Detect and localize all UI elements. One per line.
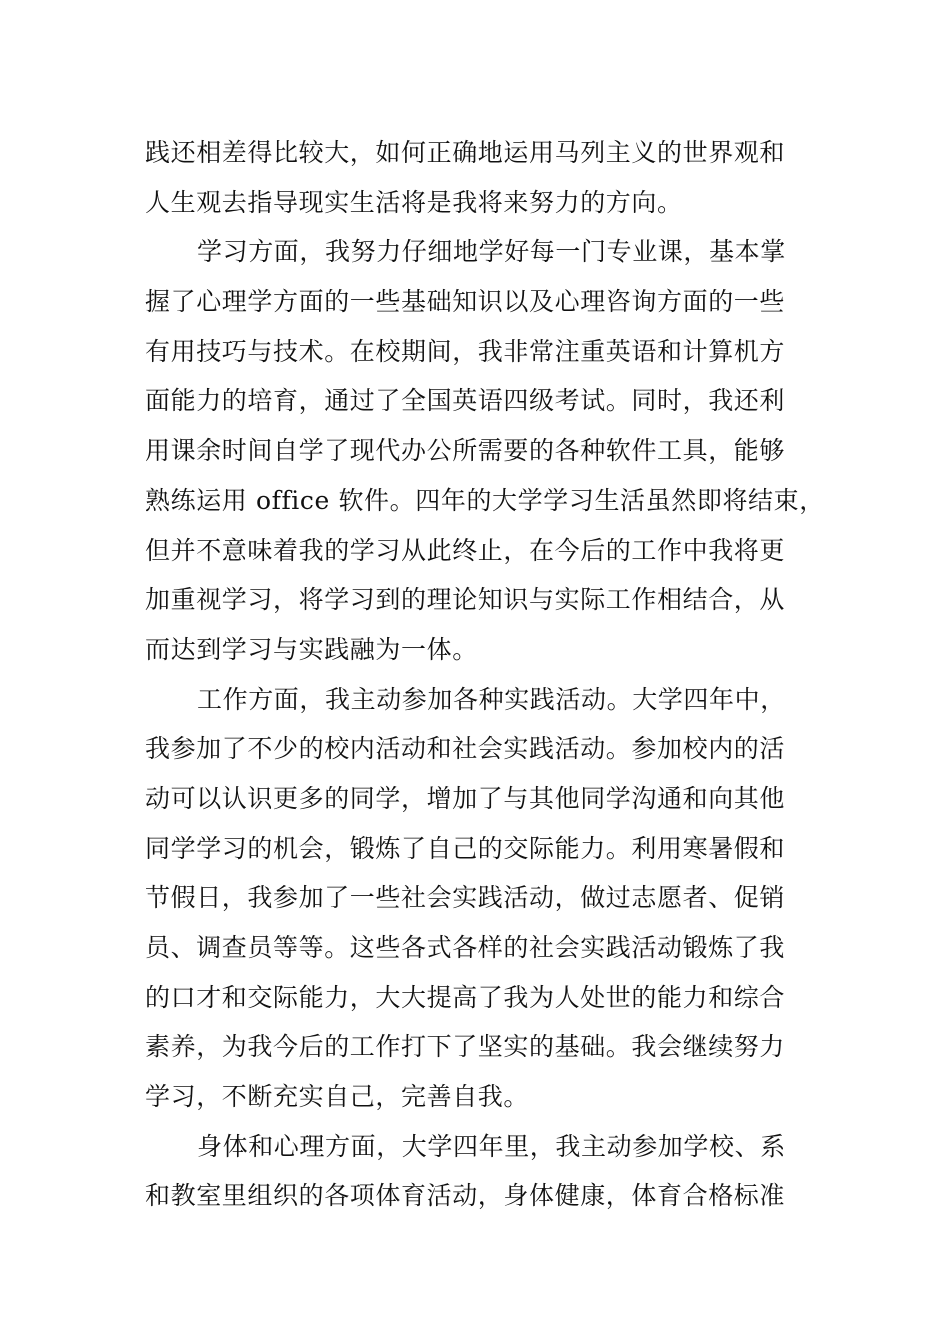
text-line: 用课余时间自学了现代办公所需要的各种软件工具，能够: [145, 436, 786, 466]
text-line: 面能力的培育，通过了全国英语四级考试。同时，我还利: [145, 386, 786, 416]
text-line: 有用技巧与技术。在校期间，我非常注重英语和计算机方: [145, 336, 786, 366]
text-line: 动可以认识更多的同学，增加了与其他同学沟通和向其他: [145, 783, 786, 813]
text-line: 加重视学习，将学习到的理论知识与实际工作相结合，从: [145, 585, 786, 615]
text-line: 践还相差得比较大，如何正确地运用马列主义的世界观和: [145, 138, 786, 167]
paragraph-start-line: 工作方面，我主动参加各种实践活动。大学四年中，: [197, 684, 786, 714]
text-line: 但并不意味着我的学习从此终止，在今后的工作中我将更: [145, 535, 786, 565]
text-line: 而达到学习与实践融为一体。: [145, 634, 478, 664]
text-line: 熟练运用 office 软件。四年的大学学习生活虽然即将结束，: [145, 485, 825, 515]
text-line: 同学学习的机会，锻炼了自己的交际能力。利用寒暑假和: [145, 833, 786, 863]
text-line: 握了心理学方面的一些基础知识以及心理咨询方面的一些: [145, 287, 786, 317]
document-body: [145, 128, 825, 1221]
paragraph-start-line: 身体和心理方面，大学四年里，我主动参加学校、系: [197, 1131, 786, 1161]
text-line: 我参加了不少的校内活动和社会实践活动。参加校内的活: [145, 734, 786, 764]
text-line: 节假日，我参加了一些社会实践活动，做过志愿者、促销: [145, 883, 786, 913]
text-line: 素养，为我今后的工作打下了坚实的基础。我会继续努力: [145, 1032, 786, 1062]
paragraph-start-line: 学习方面，我努力仔细地学好每一门专业课，基本掌: [197, 237, 786, 267]
text-line: 和教室里组织的各项体育活动，身体健康，体育合格标准: [145, 1181, 786, 1211]
text-line: 的口才和交际能力，大大提高了我为人处世的能力和综合: [145, 982, 786, 1012]
text-line: 人生观去指导现实生活将是我将来努力的方向。: [145, 187, 683, 217]
text-line: 学习，不断充实自己，完善自我。: [145, 1082, 530, 1112]
text-line: 员、调查员等等。这些各式各样的社会实践活动锻炼了我: [145, 933, 786, 962]
